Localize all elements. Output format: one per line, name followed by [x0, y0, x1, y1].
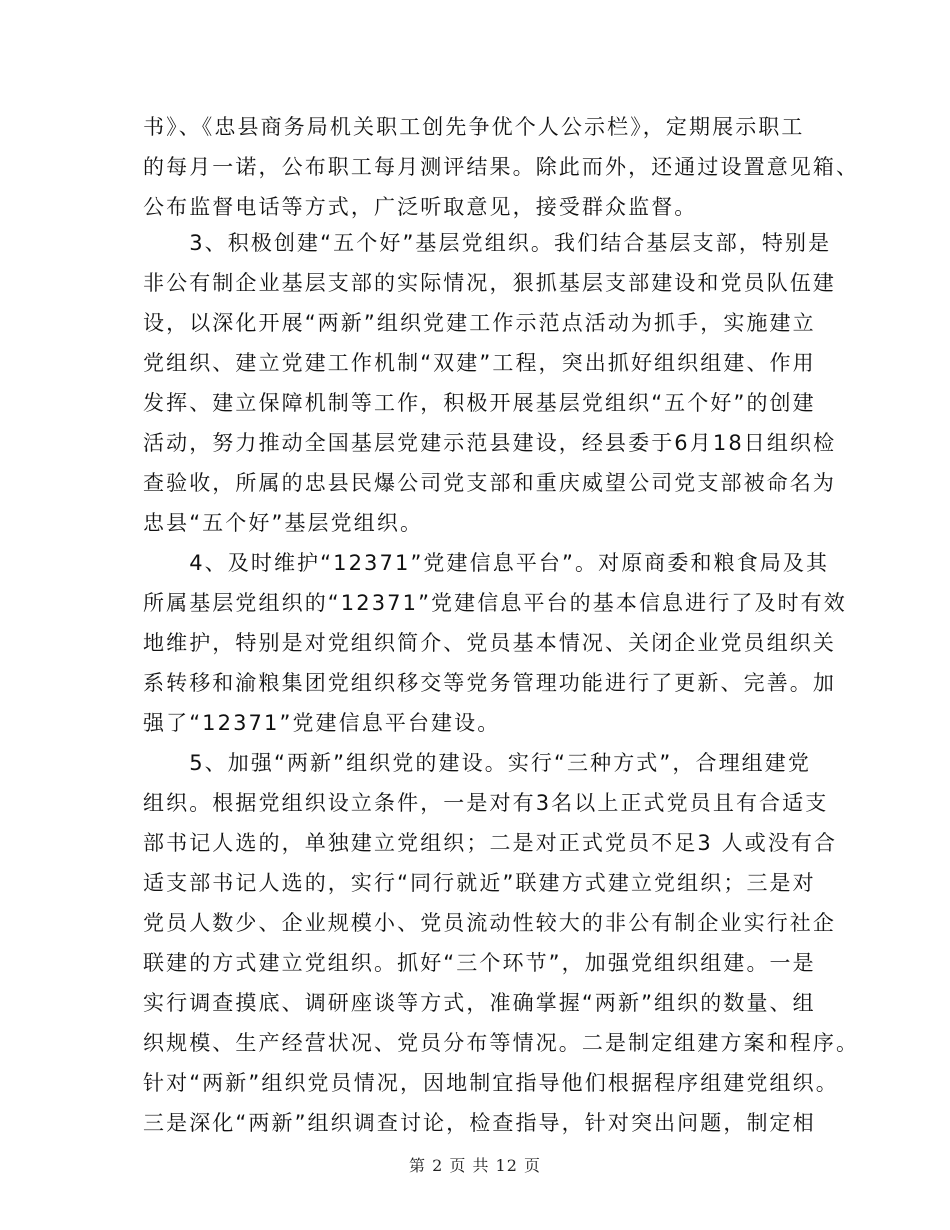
text-line: 的每月一诺，公布职工每月测评结果。除此而外，还通过设置意见箱、 — [143, 155, 860, 179]
text-line: 适支部书记人选的，实行“同行就近”联建方式建立党组织；三是对 — [143, 871, 816, 895]
text-line: 系转移和渝粮集团党组织移交等党务管理功能进行了更新、完善。加 — [143, 671, 836, 695]
text-line: 党员人数少、企业规模小、党员流动性较大的非公有制企业实行社企 — [143, 911, 836, 935]
text-line: 发挥、建立保障机制等工作，积极开展基层党组织“五个好”的创建 — [143, 391, 816, 415]
text-line: 地维护，特别是对党组织简介、党员基本情况、关闭企业党员组织关 — [143, 631, 836, 655]
text-line: 针对“两新”组织党员情况，因地制宜指导他们根据程序组建党组织。 — [143, 1071, 839, 1095]
text-line: 5、加强“两新”组织党的建设。实行“三种方式”，合理组建党 — [143, 751, 811, 775]
text-line: 织规模、生产经营状况、党员分布等情况。二是制定组建方案和程序。 — [143, 1031, 860, 1055]
text-line: 组织。根据党组织设立条件，一是对有3名以上正式党员且有合适支 — [143, 791, 829, 815]
text-line: 部书记人选的，单独建立党组织；二是对正式党员不足3 人或没有合 — [143, 831, 838, 855]
text-line: 忠县“五个好”基层党组织。 — [143, 511, 424, 535]
text-line: 活动，努力推动全国基层党建示范县建设，经县委于6月18日组织检 — [143, 431, 837, 455]
text-line: 非公有制企业基层支部的实际情况，狠抓基层支部建设和党员队伍建 — [143, 271, 836, 295]
text-line: 联建的方式建立党组织。抓好“三个环节”，加强党组织组建。一是 — [143, 951, 816, 975]
text-line: 实行调查摸底、调研座谈等方式，准确掌握“两新”组织的数量、组 — [143, 991, 816, 1015]
text-line: 查验收，所属的忠县民爆公司党支部和重庆威望公司党支部被命名为 — [143, 471, 836, 495]
text-line: 所属基层党组织的“12371”党建信息平台的基本信息进行了及时有效 — [143, 591, 847, 615]
text-line: 三是深化“两新”组织调查讨论，检查指导，针对突出问题，制定相 — [143, 1111, 816, 1135]
text-line: 党组织、建立党建工作机制“双建”工程，突出抓好组织组建、作用 — [143, 351, 816, 375]
page-number-footer: 第 2 页 共 12 页 — [409, 1156, 541, 1175]
text-line: 4、及时维护“12371”党建信息平台”。对原商委和粮食局及其 — [143, 551, 830, 575]
text-line: 强了“12371”党建信息平台建设。 — [143, 711, 501, 735]
text-line: 公布监督电话等方式，广泛听取意见，接受群众监督。 — [143, 195, 698, 219]
text-line: 设，以深化开展“两新”组织党建工作示范点活动为抓手，实施建立 — [143, 311, 816, 335]
text-line: 3、积极创建“五个好”基层党组织。我们结合基层支部，特别是 — [143, 231, 832, 255]
text-line: 书》、《忠县商务局机关职工创先争优个人公示栏》，定期展示职工 — [143, 115, 805, 139]
